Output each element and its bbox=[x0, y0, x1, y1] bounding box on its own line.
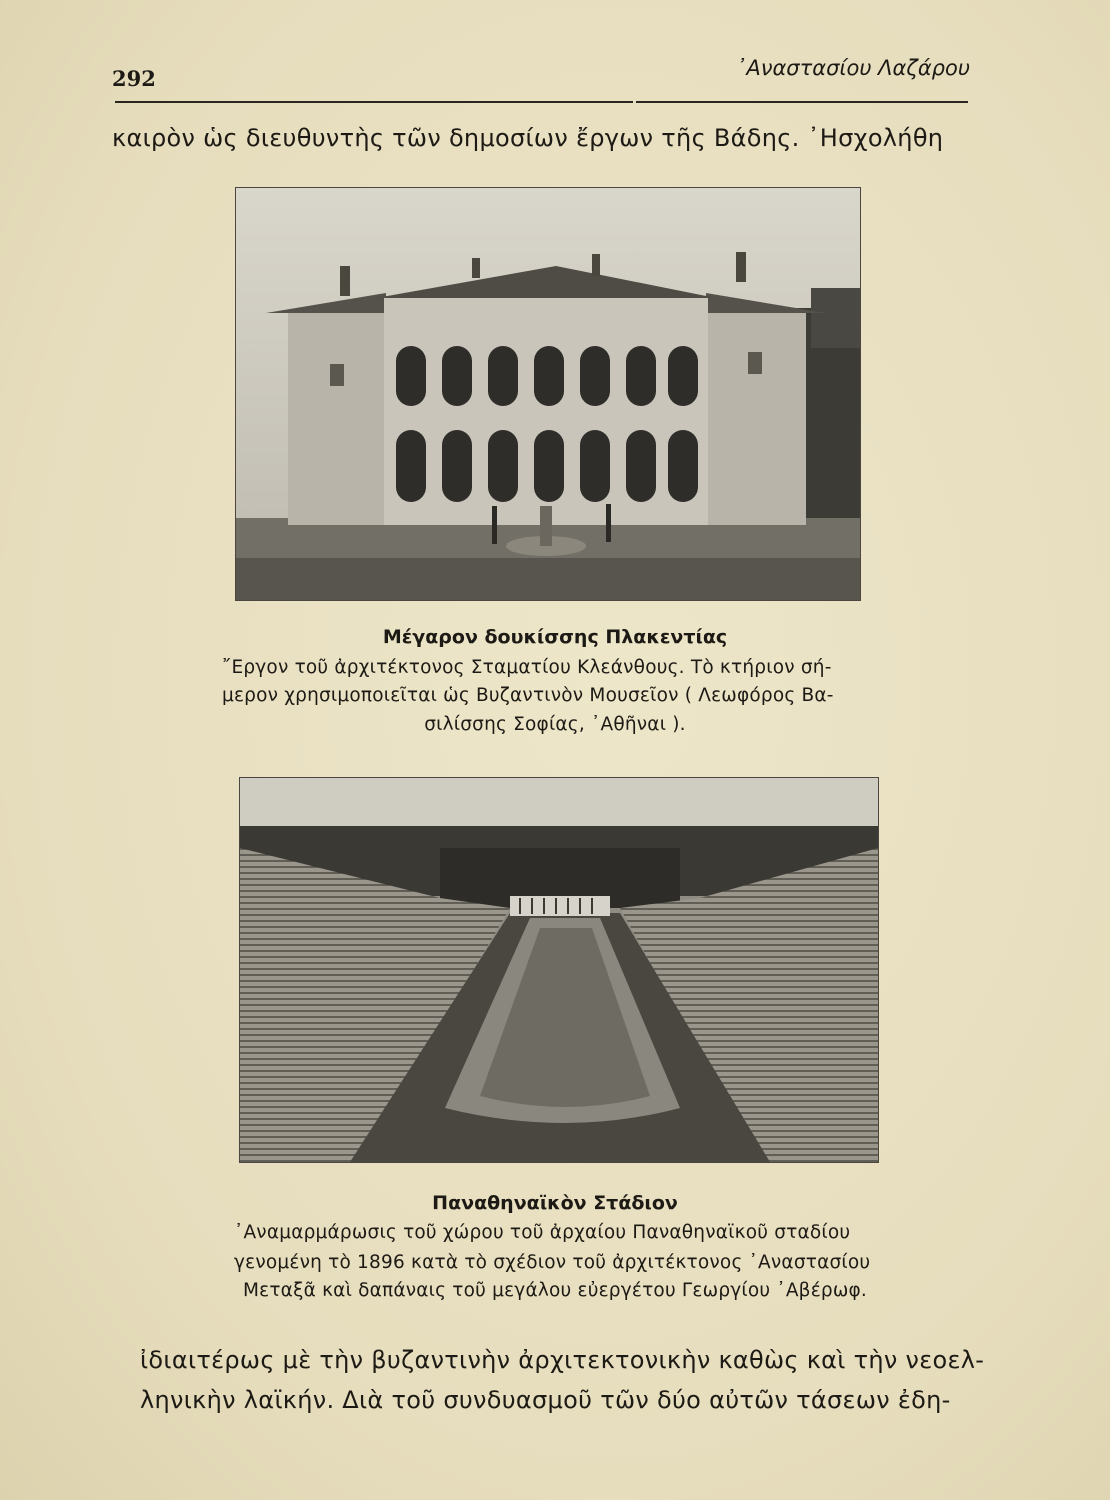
figure2-caption-line-1: ᾿Αναμαρμάρωσις τοῦ χώρου τοῦ ἀρχαίου Παναθηναϊκοῦ σταδίου bbox=[234, 1222, 851, 1243]
mansion-photo bbox=[236, 188, 860, 600]
figure1-title: Μέγαρον δουκίσσης Πλακεντίας bbox=[382, 626, 728, 648]
figure2-caption-line-3: Μεταξᾶ καὶ δαπάναις τοῦ μεγάλου εὐεργέτου Γεωργίου ᾿Αβέρωφ. bbox=[242, 1280, 868, 1301]
body-text-bottom-line-2: ληνικὴν λαϊκήν. Διὰ τοῦ συνδυασμοῦ τῶν δύο αὐτῶν τάσεων ἐδη- bbox=[140, 1386, 951, 1414]
page-number: 292 bbox=[112, 66, 156, 91]
running-header-title: ᾿Αναστασίου Λαζάρου bbox=[735, 56, 970, 80]
figure2-title: Παναθηναϊκὸν Στάδιον bbox=[432, 1192, 678, 1214]
body-text-bottom-line-1: ἰδιαιτέρως μὲ τὴν βυζαντινὴν ἀρχιτεκτονικὴν καθὼς καὶ τὴν νεοελ- bbox=[140, 1346, 985, 1374]
body-text-top: καιρὸν ὡς διευθυντὴς τῶν δημοσίων ἔργων τῆς Βάδης. ᾿Ησχολήθη bbox=[112, 124, 944, 152]
header-rule-right bbox=[636, 101, 968, 103]
figure1-caption-line-2: μερον χρησιμοποιεῖται ὡς Βυζαντινὸν Μουσεῖον ( Λεωφόρος Βα- bbox=[222, 685, 834, 706]
figure1-caption-line-1: ῎Εργον τοῦ ἀρχιτέκτονος Σταματίου Κλεάνθους. Τὸ κτήριον σή- bbox=[222, 657, 832, 678]
figure1-caption-line-3: σιλίσσης Σοφίας, ᾿Αθῆναι ). bbox=[424, 714, 686, 735]
figure2-caption-line-2: γενομένη τὸ 1896 κατὰ τὸ σχέδιον τοῦ ἀρχιτέκτονος ᾿Αναστασίου bbox=[234, 1252, 871, 1273]
header-rule-left bbox=[115, 101, 633, 103]
stadium-photo bbox=[240, 778, 878, 1162]
